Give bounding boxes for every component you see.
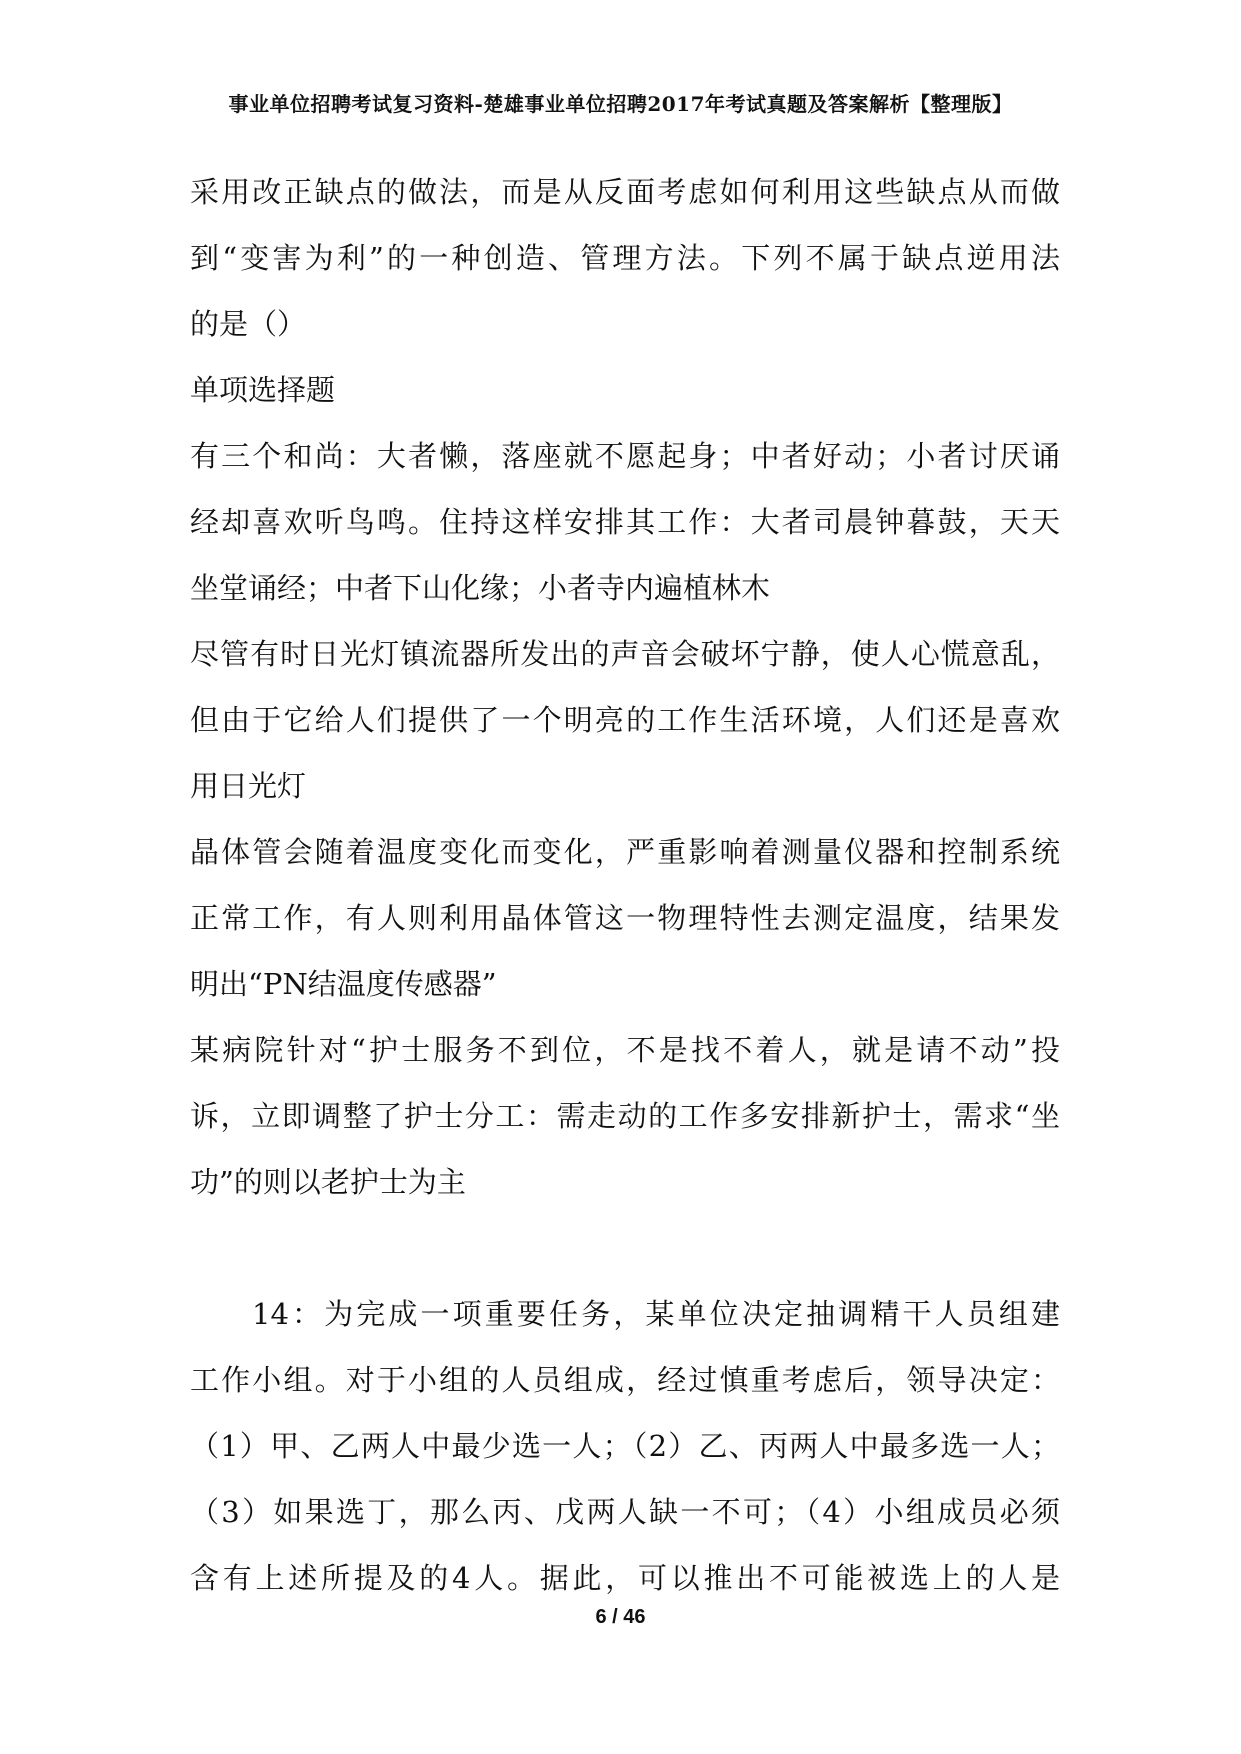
text-line: 用日光灯 bbox=[190, 769, 307, 803]
text-line: （1）甲、乙两人中最少选一人；（2）乙、丙两人中最多选一人； bbox=[190, 1429, 1060, 1463]
text-line: 的是（） bbox=[190, 307, 307, 341]
text-line: 工作小组。对于小组的人员组成，经过慎重考虑后，领导决定： bbox=[190, 1363, 1060, 1397]
document-body bbox=[190, 159, 1060, 1611]
question-13-stem bbox=[190, 159, 1060, 357]
text-line: 经却喜欢听鸟鸣。住持这样安排其工作：大者司晨钟暮鼓，天天 bbox=[190, 505, 1060, 539]
page-header: 事业单位招聘考试复习资料-楚雄事业单位招聘2017年考试真题及答案解析【整理版】 bbox=[228, 92, 1013, 116]
text-line: 明出“PN结温度传感器” bbox=[190, 967, 497, 1001]
question-type-label: 单项选择题 bbox=[190, 373, 336, 407]
text-line: 晶体管会随着温度变化而变化，严重影响着测量仪器和控制系统 bbox=[190, 835, 1060, 869]
text-line: 但由于它给人们提供了一个明亮的工作生活环境，人们还是喜欢 bbox=[190, 703, 1060, 737]
text-line: 诉，立即调整了护士分工：需走动的工作多安排新护士，需求“坐 bbox=[190, 1099, 1060, 1133]
text-line: 14：为完成一项重要任务，某单位决定抽调精干人员组建 bbox=[252, 1297, 1060, 1331]
text-line: 到“变害为利”的一种创造、管理方法。下列不属于缺点逆用法 bbox=[190, 241, 1060, 275]
question-14-stem bbox=[190, 1281, 1060, 1611]
text-line: 采用改正缺点的做法，而是从反面考虑如何利用这些缺点从而做 bbox=[190, 175, 1060, 209]
text-line: （3）如果选丁，那么丙、戊两人缺一不可；（4）小组成员必须 bbox=[190, 1495, 1060, 1529]
text-line: 坐堂诵经；中者下山化缘；小者寺内遍植林木 bbox=[190, 571, 771, 605]
text-line: 有三个和尚：大者懒，落座就不愿起身；中者好动；小者讨厌诵 bbox=[190, 439, 1060, 473]
option-a bbox=[190, 423, 1060, 621]
text-line: 尽管有时日光灯镇流器所发出的声音会破坏宁静，使人心慌意乱， bbox=[190, 637, 1060, 671]
text-line: 正常工作，有人则利用晶体管这一物理特性去测定温度，结果发 bbox=[190, 901, 1060, 935]
page-number: 6 / 46 bbox=[595, 1606, 646, 1628]
option-b bbox=[190, 621, 1060, 819]
text-line: 含有上述所提及的4人。据此，可以推出不可能被选上的人是 bbox=[190, 1561, 1060, 1595]
text-line: 某病院针对“护士服务不到位，不是找不着人，就是请不动”投 bbox=[190, 1033, 1060, 1067]
option-c bbox=[190, 819, 1060, 1017]
option-d bbox=[190, 1017, 1060, 1215]
paragraph-gap bbox=[190, 1215, 1060, 1281]
text-line: 功”的则以老护士为主 bbox=[190, 1165, 466, 1199]
